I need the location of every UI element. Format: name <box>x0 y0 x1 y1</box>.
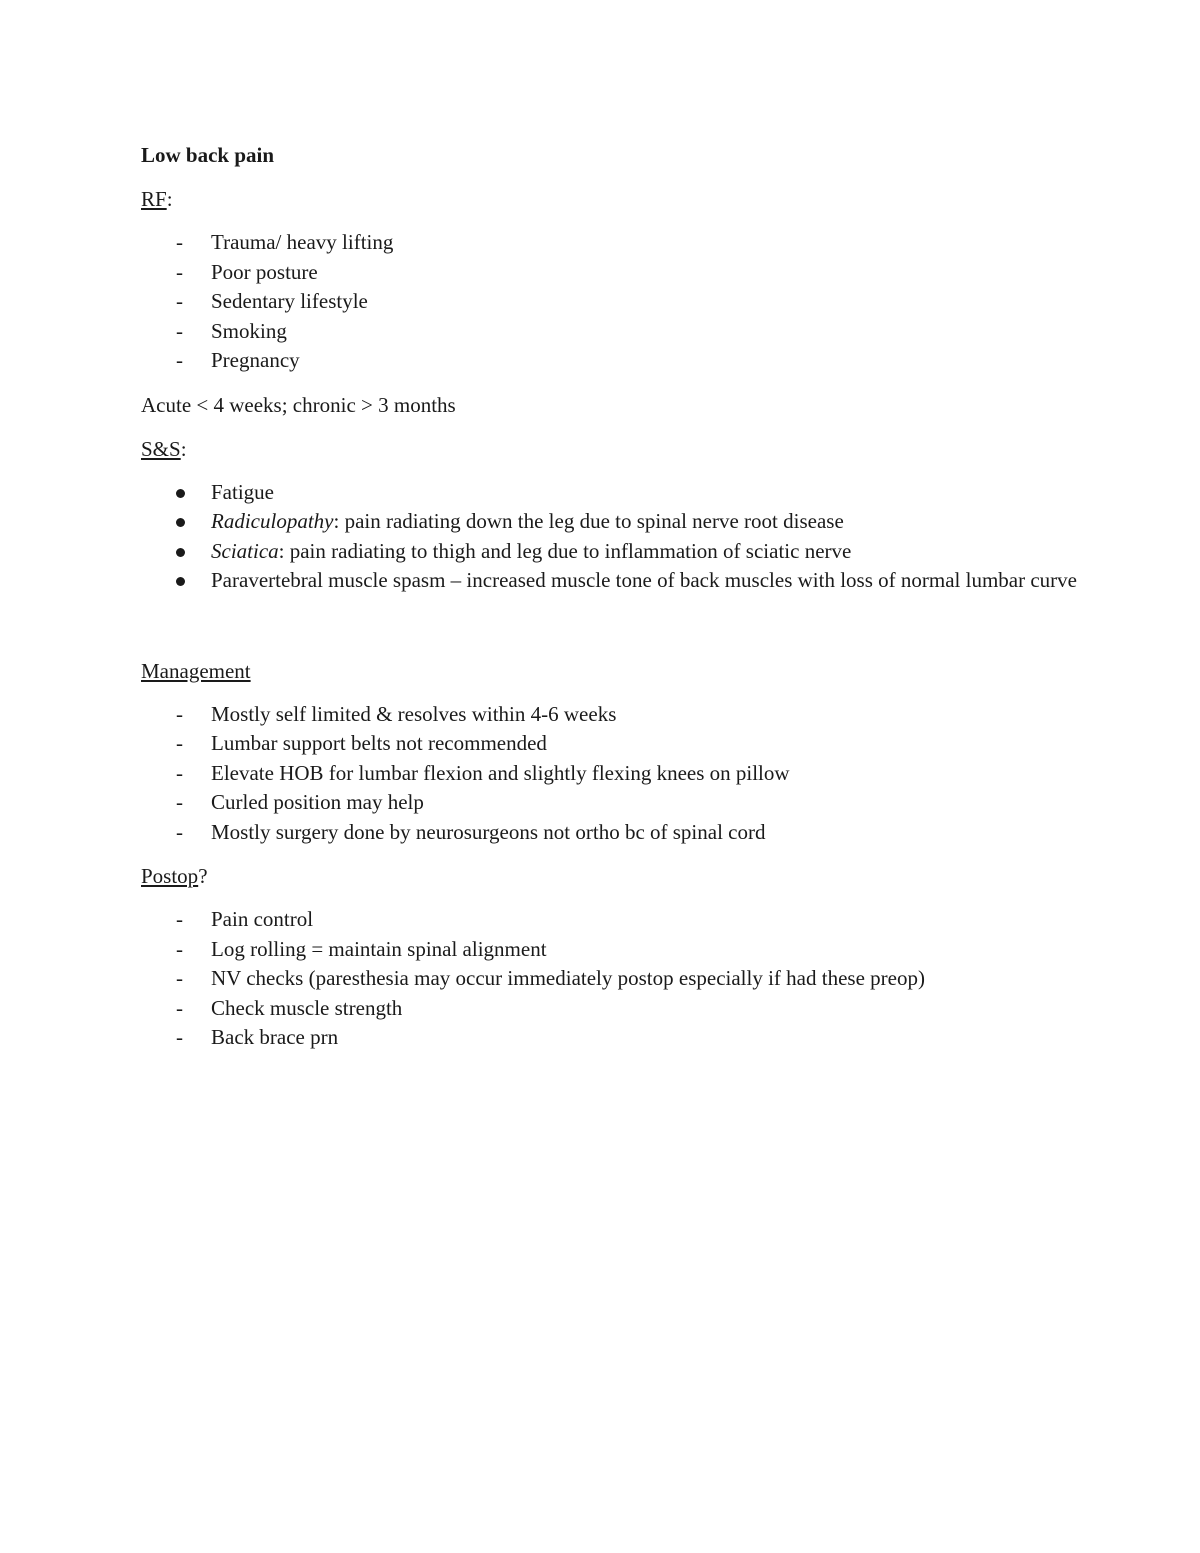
rf-heading-label: RF <box>141 187 167 211</box>
list-item <box>141 566 1081 596</box>
document-title: Low back pain <box>141 143 275 167</box>
ss-heading <box>141 434 1081 464</box>
list-item <box>141 994 1081 1024</box>
dash-marker: - <box>176 289 183 313</box>
management-heading <box>141 656 1081 686</box>
list-item <box>141 818 1081 848</box>
list-item <box>141 507 1081 537</box>
list-item <box>141 935 1081 965</box>
list-item <box>141 317 1081 347</box>
ss-item-term: Sciatica <box>211 538 279 563</box>
dash-marker: - <box>176 230 183 254</box>
rf-item-text: Pregnancy <box>211 348 300 372</box>
ss-item-text: : pain radiating down the leg due to spinal nerve root disease <box>333 509 844 533</box>
list-item <box>141 700 1081 730</box>
bullet-dot <box>176 577 185 586</box>
dash-marker: - <box>176 701 183 726</box>
postop-item-text: NV checks (paresthesia may occur immediately postop especially if had these preop) <box>211 966 925 990</box>
list-item <box>141 478 1081 508</box>
bullet-dot <box>176 548 185 557</box>
dash-marker: - <box>176 318 183 343</box>
dash-marker: - <box>176 1025 183 1049</box>
list-item <box>141 1023 1081 1053</box>
postop-item-text: Back brace prn <box>211 1025 339 1049</box>
list-item <box>141 788 1081 818</box>
management-item-text: Mostly surgery done by neurosurgeons not ortho bc of spinal cord <box>211 819 766 844</box>
dash-marker: - <box>176 731 183 755</box>
list-item <box>141 759 1081 789</box>
rf-item-text: Poor posture <box>211 259 318 284</box>
list-item <box>141 228 1081 258</box>
ss-item-text: : pain radiating to thigh and leg due to inflammation of sciatic nerve <box>278 538 852 563</box>
postop-item-text: Log rolling = maintain spinal alignment <box>211 936 547 961</box>
ss-heading-suffix: : <box>180 436 187 461</box>
dash-marker: - <box>176 936 183 961</box>
postop-item-text: Pain control <box>211 907 314 931</box>
ss-item-text: Paravertebral muscle spasm – increased muscle tone of back muscles with loss of normal lumbar curve <box>211 568 1077 592</box>
ss-item-text: Fatigue <box>211 479 274 504</box>
management-list <box>141 700 1081 848</box>
dash-marker: - <box>176 348 183 372</box>
duration-note: Acute < 4 weeks; chronic > 3 months <box>141 392 456 417</box>
bullet-dot <box>176 489 185 498</box>
postop-heading-suffix: ? <box>198 864 208 888</box>
dash-marker: - <box>176 259 183 284</box>
management-heading-label: Management <box>141 658 251 683</box>
list-item <box>141 964 1081 994</box>
bullet-dot <box>176 518 185 527</box>
list-item <box>141 287 1081 317</box>
list-item <box>141 346 1081 376</box>
dash-marker: - <box>176 907 183 931</box>
dash-marker: - <box>176 966 183 990</box>
management-item-text: Lumbar support belts not recommended <box>211 731 547 755</box>
dash-marker: - <box>176 995 183 1020</box>
management-item-text: Elevate HOB for lumbar flexion and slightly flexing knees on pillow <box>211 760 790 785</box>
list-item <box>141 537 1081 567</box>
management-item-text: Curled position may help <box>211 790 424 814</box>
dash-marker: - <box>176 790 183 814</box>
rf-heading-suffix: : <box>166 187 173 211</box>
postop-heading-label: Postop <box>141 864 199 888</box>
management-item-text: Mostly self limited & resolves within 4-6 weeks <box>211 701 617 726</box>
postop-item-text: Check muscle strength <box>211 995 403 1020</box>
postop-list <box>141 905 1081 1053</box>
list-item <box>141 905 1081 935</box>
rf-item-text: Smoking <box>211 318 287 343</box>
list-item <box>141 729 1081 759</box>
dash-marker: - <box>176 819 183 844</box>
blank-line <box>141 610 1081 656</box>
rf-item-text: Trauma/ heavy lifting <box>211 230 394 254</box>
ss-list <box>141 478 1081 596</box>
ss-heading-label: S&S <box>141 436 181 461</box>
rf-heading <box>141 184 1081 214</box>
document-page <box>141 140 1081 1067</box>
list-item <box>141 258 1081 288</box>
rf-list <box>141 228 1081 376</box>
rf-item-text: Sedentary lifestyle <box>211 289 368 313</box>
postop-heading <box>141 861 1081 891</box>
ss-item-term: Radiculopathy <box>211 509 334 533</box>
dash-marker: - <box>176 760 183 785</box>
